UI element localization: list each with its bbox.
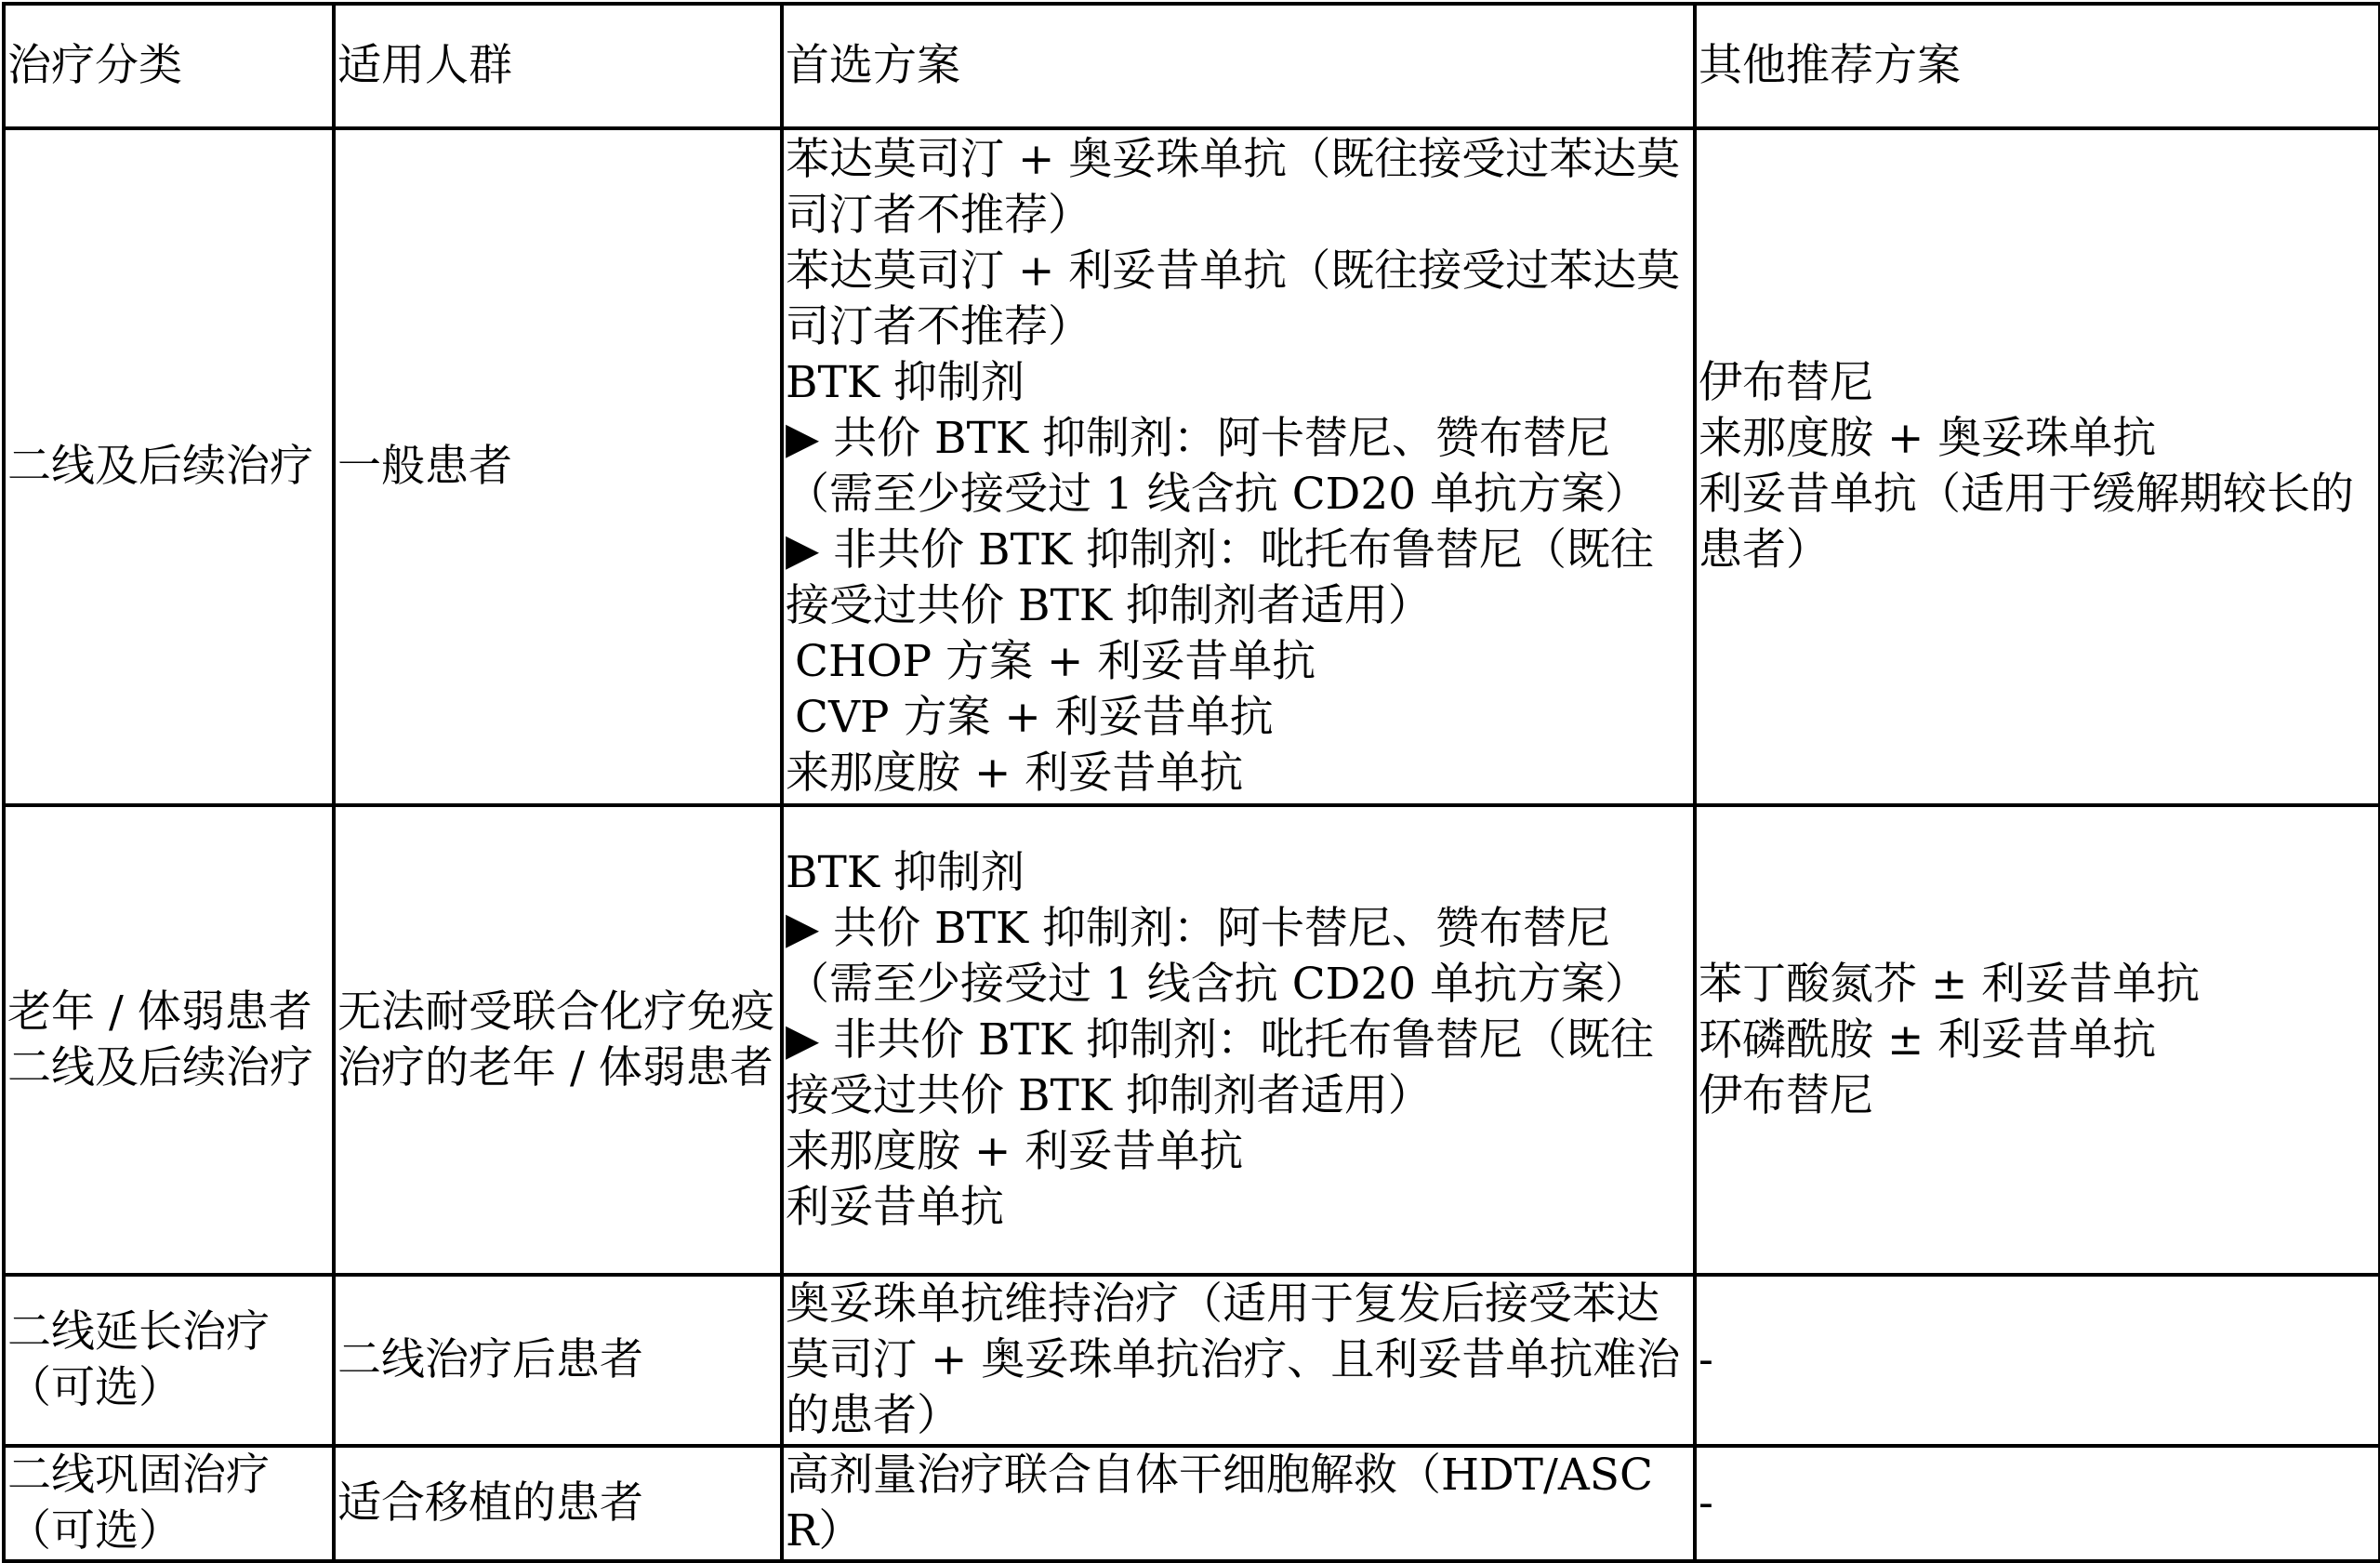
regimen-line: 利妥昔单抗（适用于缓解期较长的患者） xyxy=(1699,469,2354,576)
regimen-line: 苯达莫司汀 + 利妥昔单抗（既往接受过苯达莫司汀者不推荐） xyxy=(786,245,1681,352)
regimen-line: 利妥昔单抗 xyxy=(786,1181,1004,1233)
cell-population: 适合移植的患者 xyxy=(334,1446,782,1561)
regimen-line: ▶ 共价 BTK 抑制剂：阿卡替尼、赞布替尼（需至少接受过 1 线含抗 CD20 单抗方案） xyxy=(786,413,1649,520)
cell-other xyxy=(1695,128,2380,805)
regimen-line: 苯达莫司汀 + 奥妥珠单抗（既往接受过苯达莫司汀者不推荐） xyxy=(786,134,1681,241)
regimen-line: BTK 抑制剂 xyxy=(786,846,1025,898)
cell-category: 二线延长治疗（可选） xyxy=(4,1275,334,1446)
cell-other xyxy=(1695,1446,2380,1561)
regimen-line: 伊布替尼 xyxy=(1699,357,1873,408)
regimen-line: - xyxy=(1699,1334,1713,1385)
cell-preferred xyxy=(782,1275,1695,1446)
cell-population: 无法耐受联合化疗免疫治疗的老年 / 体弱患者 xyxy=(334,805,782,1275)
header-other: 其他推荐方案 xyxy=(1695,4,2380,128)
header-category: 治疗分类 xyxy=(4,4,334,128)
cell-preferred xyxy=(782,805,1695,1275)
regimen-line: CHOP 方案 + 利妥昔单抗 xyxy=(795,636,1316,687)
table-row xyxy=(4,128,2380,805)
regimen-line: - xyxy=(1699,1477,1713,1529)
regimen-line: 奥妥珠单抗维持治疗（适用于复发后接受苯达莫司汀 + 奥妥珠单抗治疗、且利妥昔单抗难治的患者） xyxy=(786,1278,1681,1441)
regimen-line: 来那度胺 + 利妥昔单抗 xyxy=(786,1125,1244,1177)
regimen-line: ▶ 共价 BTK 抑制剂：阿卡替尼、赞布替尼（需至少接受过 1 线含抗 CD20 单抗方案） xyxy=(786,902,1649,1010)
regimen-line: BTK 抑制剂 xyxy=(786,357,1025,408)
regimen-line: ▶ 非共价 BTK 抑制剂：吡托布鲁替尼（既往接受过共价 BTK 抑制剂者适用） xyxy=(786,1013,1654,1121)
regimen-line: 苯丁酸氮芥 ± 利妥昔单抗 xyxy=(1699,958,2201,1010)
regimen-line: ▶ 非共价 BTK 抑制剂：吡托布鲁替尼（既往接受过共价 BTK 抑制剂者适用） xyxy=(786,524,1654,631)
cell-other xyxy=(1695,1275,2380,1446)
regimen-line: 环磷酰胺 ± 利妥昔单抗 xyxy=(1699,1013,2157,1066)
table-row xyxy=(4,805,2380,1275)
regimen-line: 来那度胺 + 利妥昔单抗 xyxy=(786,748,1244,799)
cell-other xyxy=(1695,805,2380,1275)
cell-preferred xyxy=(782,1446,1695,1561)
regimen-line: 来那度胺 + 奥妥珠单抗 xyxy=(1699,413,2157,464)
cell-category: 老年 / 体弱患者二线及后续治疗 xyxy=(4,805,334,1275)
header-population: 适用人群 xyxy=(334,4,782,128)
header-preferred: 首选方案 xyxy=(782,4,1695,128)
header-row xyxy=(4,4,2380,128)
regimen-line: CVP 方案 + 利妥昔单抗 xyxy=(795,692,1274,743)
regimen-line: 高剂量治疗联合自体干细胞解救（HDT/ASCR） xyxy=(786,1450,1653,1556)
regimen-line: 伊布替尼 xyxy=(1699,1069,1873,1121)
cell-population: 二线治疗后患者 xyxy=(334,1275,782,1446)
cell-category: 二线及后续治疗 xyxy=(4,128,334,805)
regimen-table xyxy=(2,2,2380,1563)
cell-category: 二线巩固治疗（可选） xyxy=(4,1446,334,1561)
table-row xyxy=(4,1446,2380,1561)
table-row xyxy=(4,1275,2380,1446)
cell-preferred xyxy=(782,128,1695,805)
cell-population: 一般患者 xyxy=(334,128,782,805)
